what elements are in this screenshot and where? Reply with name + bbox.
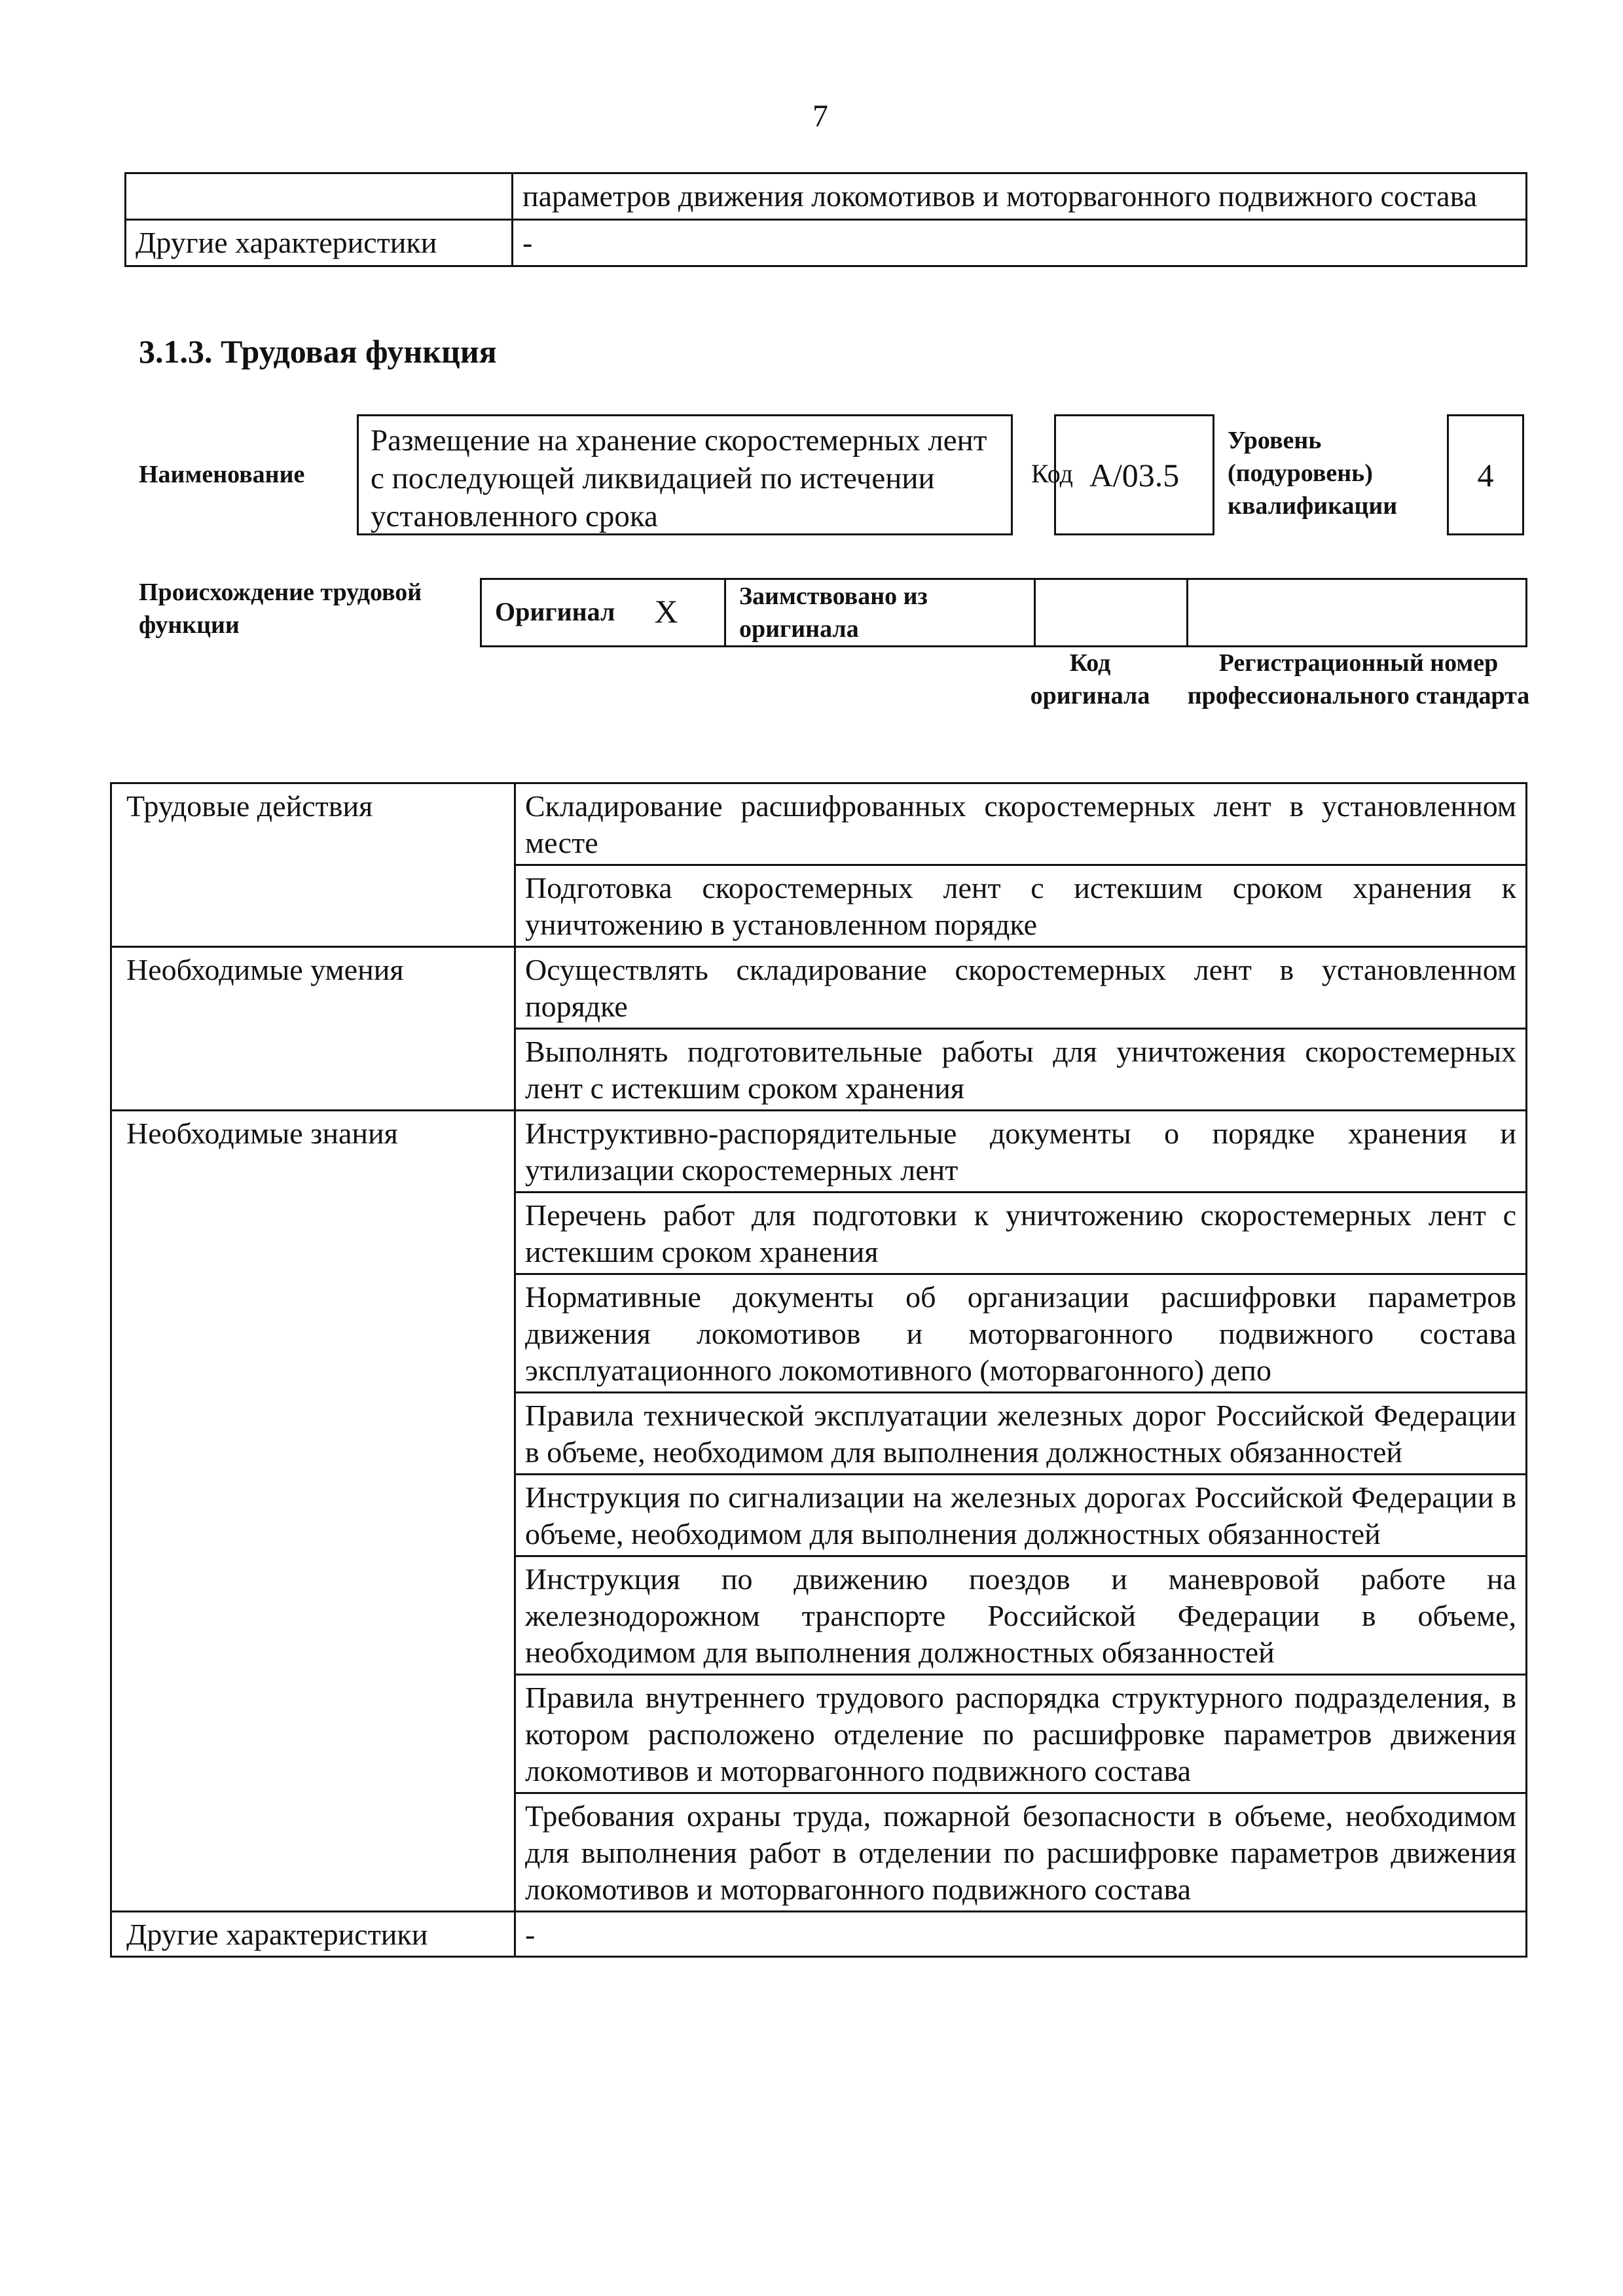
code-value: A/03.5 bbox=[1089, 456, 1180, 493]
group-item: - bbox=[515, 1912, 1527, 1957]
level-value: 4 bbox=[1477, 456, 1494, 493]
group-item: Правила технической эксплуатации железных дорог Российской Федерации в объеме, необходимом для выполнения должностных обязанностей bbox=[515, 1393, 1527, 1475]
group-label: Трудовые действия bbox=[111, 783, 515, 947]
page-number: 7 bbox=[812, 99, 828, 134]
group-label: Необходимые умения bbox=[111, 947, 515, 1111]
borrowed-cell bbox=[725, 579, 1035, 647]
level-box bbox=[1447, 414, 1524, 535]
table-row bbox=[111, 947, 1527, 1029]
continuation-table bbox=[124, 172, 1527, 267]
table-row bbox=[126, 173, 1527, 220]
table-row bbox=[111, 1912, 1527, 1957]
code-box bbox=[1054, 414, 1214, 535]
table-row bbox=[126, 220, 1527, 266]
table-row bbox=[111, 1111, 1527, 1193]
row-value: - bbox=[513, 220, 1527, 266]
code-label: Код bbox=[1031, 459, 1073, 488]
row-label: Другие характеристики bbox=[126, 220, 513, 266]
group-item: Инструктивно-распорядительные документы о порядке хранения и утилизации скоростемерных лент bbox=[515, 1111, 1527, 1193]
original-mark: X bbox=[654, 593, 678, 630]
group-item: Перечень работ для подготовки к уничтожению скоростемерных лент с истекшим сроком хранения bbox=[515, 1193, 1527, 1274]
row-label bbox=[126, 173, 513, 220]
row-value: параметров движения локомотивов и моторвагонного подвижного состава bbox=[513, 173, 1527, 220]
section-heading: 3.1.3. Трудовая функция bbox=[139, 333, 497, 370]
group-item: Подготовка скоростемерных лент с истекшим сроком хранения к уничтожению в установленном порядке bbox=[515, 865, 1527, 947]
origin-table bbox=[480, 578, 1527, 647]
original-cell bbox=[481, 579, 725, 647]
group-item: Правила внутреннего трудового распорядка структурного подразделения, в котором расположено отделение по расшифровке параметров движения локомотивов и моторвагонного подвижного состава bbox=[515, 1675, 1527, 1793]
table-row bbox=[111, 783, 1527, 865]
group-item: Складирование расшифрованных скоростемерных лент в установленном месте bbox=[515, 783, 1527, 865]
function-name-box bbox=[357, 414, 1013, 535]
group-item: Нормативные документы об организации расшифровки параметров движения локомотивов и моторвагонного подвижного состава эксплуатационного локомотивного (моторвагонного) депо bbox=[515, 1274, 1527, 1393]
group-item: Осуществлять складирование скоростемерных лент в установленном порядке bbox=[515, 947, 1527, 1029]
name-label: Наименование bbox=[139, 461, 305, 488]
labor-function-table bbox=[110, 782, 1527, 1958]
registration-number-cell bbox=[1188, 579, 1527, 647]
function-name: Размещение на хранение скоростемерных лент с последующей ликвидацией по истечении установленного срока bbox=[371, 423, 987, 533]
group-item: Инструкция по движению поездов и маневровой работе на железнодорожном транспорте Российской Федерации в объеме, необходимом для выполнения должностных обязанностей bbox=[515, 1556, 1527, 1675]
registration-number-caption: Регистрационный номер профессионального стандарта bbox=[1187, 649, 1530, 709]
group-label: Другие характеристики bbox=[111, 1912, 515, 1957]
level-label: Уровень (подуровень) квалификации bbox=[1228, 427, 1398, 520]
original-code-cell bbox=[1035, 579, 1188, 647]
origin-label: Происхождение трудовой функции bbox=[139, 579, 422, 639]
original-label: Оригинал bbox=[495, 596, 615, 626]
original-code-caption: Код оригинала bbox=[1030, 649, 1150, 709]
group-item: Инструкция по сигнализации на железных дорогах Российской Федерации в объеме, необходимом для выполнения должностных обязанностей bbox=[515, 1475, 1527, 1556]
group-label: Необходимые знания bbox=[111, 1111, 515, 1912]
group-item: Требования охраны труда, пожарной безопасности в объеме, необходимом для выполнения работ в отделении по расшифровке параметров движения локомотивов и моторвагонного подвижного состава bbox=[515, 1793, 1527, 1912]
group-item: Выполнять подготовительные работы для уничтожения скоростемерных лент с истекшим сроком хранения bbox=[515, 1029, 1527, 1111]
borrowed-label: Заимствовано из оригинала bbox=[739, 583, 928, 643]
